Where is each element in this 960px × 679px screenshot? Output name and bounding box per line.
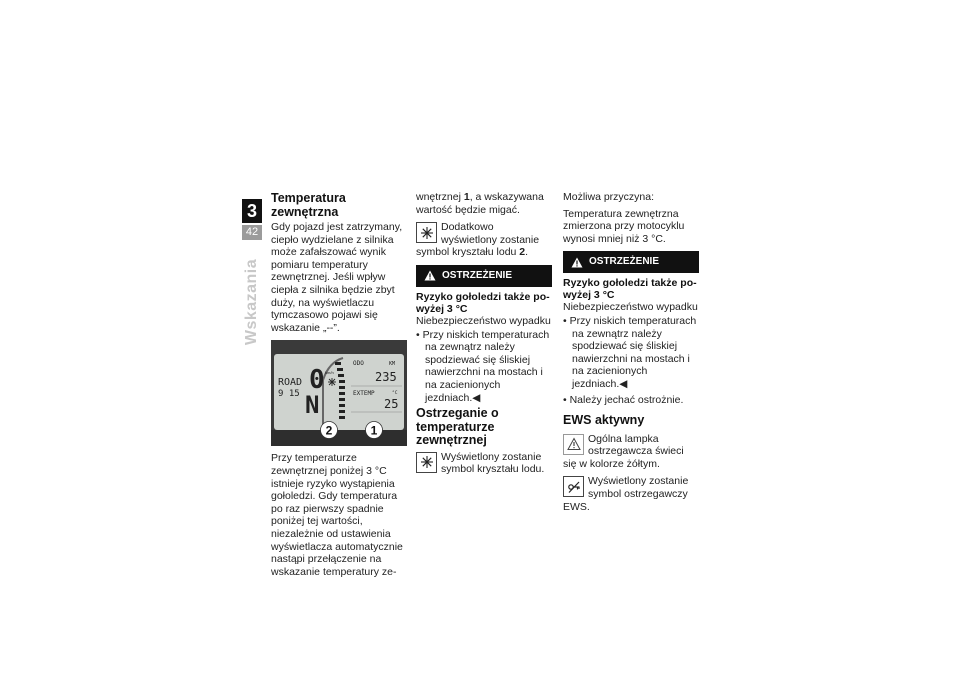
- icon-paragraph: Dodatkowo wyświetlony zostanie symbol kryształu lodu 2.: [416, 221, 540, 259]
- temp-value: 25: [384, 397, 399, 412]
- paragraph: Temperatura zewnętrzna zmierzona przy motocyklu wynosi mniej niż 3 °C.: [563, 207, 685, 245]
- risk-title: Ryzyko gołoledzi także powyżej 3 °C: [563, 277, 697, 302]
- odo-label: ODO: [353, 360, 364, 368]
- column-1: [271, 191, 407, 582]
- column-3: [563, 191, 699, 517]
- risk-subtitle: Niebezpieczeństwo wypadku: [563, 301, 698, 314]
- icon-paragraph: Ogólna lampka ostrzegawcza świeci się w kolorze żółtym.: [563, 432, 684, 470]
- extemp-label: EXTEMP: [353, 390, 375, 398]
- risk-title: Ryzyko gołoledzi także powyżej 3 °C: [416, 290, 550, 315]
- svg-text:0: 0: [309, 365, 325, 396]
- paragraph: Gdy pojazd jest zatrzymany, ciepło wydzielane z silnika może zafałszować wynik pomiaru temperatury zewnętrznej. Jeśli wpływ ciepła z silnika będzie zbyt duży, na wyświetlaczu tymczasowo pojawi się wskazanie „--”.: [271, 221, 403, 334]
- warning-label: OSTRZEŻENIE: [442, 269, 513, 281]
- snowflake-icon: [328, 378, 336, 386]
- bullet-item: • Przy niskich temperaturach na zewnątrz należy spodziewać się śliskiej nawierzchni na mostach i na zacienionych jezdniach.◀: [563, 314, 697, 390]
- time-value: 9 15: [278, 389, 300, 400]
- odo-unit: KM: [389, 361, 396, 368]
- warning-triangle-icon: [563, 434, 584, 455]
- warning-triangle-icon: [571, 257, 583, 268]
- warning-label: OSTRZEŻENIE: [589, 256, 660, 268]
- snowflake-icon: [416, 452, 437, 473]
- key-warning-icon: [563, 476, 584, 497]
- section-title-outside-temp: Temperatura zewnętrzna: [271, 191, 346, 219]
- temp-unit: °C: [392, 391, 398, 397]
- callout-2: 2: [325, 423, 333, 438]
- section-title-temp-warning: Ostrzeganie o temperaturze zewnętrznej: [416, 406, 499, 448]
- paragraph: Możliwa przyczyna:: [563, 191, 655, 203]
- gear-value: N: [305, 391, 320, 420]
- page-number: 42: [242, 225, 262, 240]
- warning-banner: [416, 265, 552, 287]
- snowflake-icon: [416, 222, 437, 243]
- odo-value: 235: [375, 370, 397, 385]
- chapter-number: 3: [242, 199, 262, 223]
- paragraph: wnętrznej 1, a wskazywana wartość będzie migać.: [416, 191, 544, 216]
- chapter-name: Wskazania: [243, 258, 260, 346]
- column-2: [416, 191, 552, 480]
- speed-unit: km/h: [325, 370, 334, 376]
- bullet-item: • Należy jechać ostrożnie.: [563, 393, 684, 406]
- warning-banner: [563, 251, 699, 273]
- icon-paragraph: Wyświetlony zostanie symbol kryształu lodu.: [416, 451, 552, 476]
- icon-paragraph: Wyświetlony zostanie symbol ostrzegawczy EWS.: [563, 475, 689, 513]
- warning-triangle-icon: [424, 270, 436, 281]
- road-label: ROAD: [278, 377, 303, 389]
- bullet-item: • Przy niskich temperaturach na zewnątrz należy spodziewać się śliskiej nawierzchni na mostach i na zacienionych jezdniach.◀: [416, 328, 550, 404]
- callout-1: 1: [370, 423, 378, 438]
- section-title-ews: EWS aktywny: [563, 413, 645, 428]
- paragraph: Przy temperaturze zewnętrznej poniżej 3 °C istnieje ryzyko wystąpienia gołoledzi. Gdy temperatura po raz pierwszy spadnie poniżej tej wartości, niezależnie od ustawienia wyświetlacza automatycznie nastąpi przełączenie na wskazanie temperatury ze-: [271, 452, 403, 578]
- chapter-sidebar: [240, 246, 264, 358]
- instrument-display-figure: [271, 340, 407, 446]
- risk-subtitle: Niebezpieczeństwo wypadku: [416, 314, 551, 327]
